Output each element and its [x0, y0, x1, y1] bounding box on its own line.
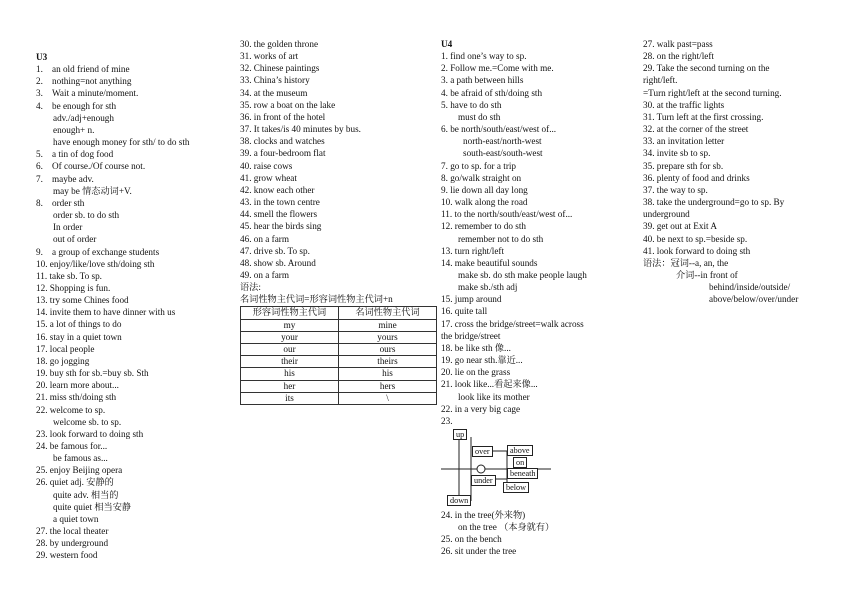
table-cell: their	[241, 356, 339, 368]
list-item: 24. be famous for...	[36, 441, 108, 451]
table-cell: her	[241, 380, 339, 392]
item-text: order sth	[52, 197, 85, 208]
unit3-column	[36, 51, 231, 562]
list-item: 39. get out at Exit A	[643, 221, 718, 232]
item-text: Wait a minute/moment.	[52, 88, 139, 99]
list-item: 40. raise cows	[240, 160, 293, 171]
list-item: 30. the golden throne	[240, 39, 319, 49]
list-item: 27. the local theater	[36, 526, 109, 537]
list-item: 3. a path between hills	[441, 75, 524, 86]
list-item: 23. look forward to doing sth	[36, 428, 144, 439]
list-item: be famous as...	[53, 453, 108, 464]
diagram-label-up: up	[453, 429, 467, 440]
table-cell: ours	[339, 344, 437, 356]
item-text: an old friend of mine	[52, 64, 130, 75]
possessive-pronoun-table	[240, 306, 437, 405]
item-text: nothing=not anything	[52, 76, 132, 87]
list-item: 37. It takes/is 40 minutes by bus.	[240, 124, 361, 135]
list-item: 48. show sb. Around	[240, 257, 316, 268]
list-item: 42. know each other	[240, 184, 315, 195]
table-cell: your	[241, 331, 339, 343]
list-item: remember not to do sth	[458, 233, 544, 244]
list-item: 14. make beautiful sounds	[441, 257, 538, 268]
item-number: 2.	[36, 76, 43, 87]
list-item: 33. an invitation letter	[643, 136, 725, 147]
list-item: make sb. do sth make people laugh	[458, 269, 587, 280]
list-item: 49. on a farm	[240, 269, 289, 280]
unit4-heading: U4	[441, 39, 453, 49]
item-number: 9.	[36, 246, 43, 257]
list-item: above/below/over/under	[709, 294, 799, 305]
list-item: 37. the way to sp.	[643, 184, 708, 195]
list-item: 36. in front of the hotel	[240, 111, 326, 122]
list-item: 41. grow wheat	[240, 172, 297, 183]
list-item: south-east/south-west	[463, 148, 543, 159]
list-item	[36, 100, 231, 112]
list-item: 31. works of art	[240, 51, 299, 62]
list-item: 语法：冠词--a, an, the	[643, 257, 729, 268]
list-item	[36, 63, 231, 75]
list-item: 20. lie on the grass	[441, 367, 511, 378]
list-item: 21. miss sth/doing sth	[36, 392, 117, 403]
list-item: 17. local people	[36, 343, 95, 354]
list-item: 28. by underground	[36, 538, 109, 549]
list-item: 22. welcome to sp.	[36, 404, 106, 415]
list-item: underground	[643, 209, 690, 220]
list-item: 38. clocks and watches	[240, 136, 325, 147]
list-item: 45. hear the birds sing	[240, 221, 322, 232]
list-item: 26. quiet adj. 安静的	[36, 477, 114, 488]
list-item: 30. at the traffic lights	[643, 99, 725, 110]
table-header-row	[241, 307, 437, 319]
list-item: 35. row a boat on the lake	[240, 99, 336, 110]
item-number: 1.	[36, 64, 43, 75]
table-cell: our	[241, 344, 339, 356]
list-item	[36, 87, 231, 99]
table-cell: hers	[339, 380, 437, 392]
list-item: 19. buy sth for sb.=buy sb. Sth	[36, 368, 149, 379]
table-cell: \	[339, 392, 437, 404]
list-item	[36, 173, 231, 185]
list-item: 39. a four-bedroom flat	[240, 148, 326, 159]
list-item: the bridge/street	[441, 330, 501, 341]
item-text: Of course./Of course not.	[52, 161, 146, 172]
list-item: 13. try some Chines food	[36, 295, 129, 306]
unit3-heading: U3	[36, 52, 48, 62]
table-cell: mine	[339, 319, 437, 331]
list-item: 13. turn right/left	[441, 245, 505, 256]
list-item: 25. on the bench	[441, 534, 502, 545]
list-item: 32. Chinese paintings	[240, 63, 320, 74]
list-item	[36, 160, 231, 172]
list-item: 12. remember to do sth	[441, 221, 526, 232]
list-item: 1. find one’s way to sp.	[441, 51, 527, 62]
list-item: 10. walk along the road	[441, 197, 528, 208]
list-item: 46. on a farm	[240, 233, 289, 244]
list-item: 24. in the tree(外来物)	[441, 510, 526, 520]
diagram-label-below: below	[503, 482, 529, 493]
list-item: 20. learn more about...	[36, 380, 119, 391]
table-cell: his	[241, 368, 339, 380]
item-number: 5.	[36, 149, 43, 160]
list-item: 11. take sb. To sp.	[36, 270, 102, 281]
list-item: 15. jump around	[441, 294, 502, 305]
list-item: =Turn right/left at the second turning.	[643, 87, 782, 98]
list-item: 15. a lot of things to do	[36, 319, 122, 330]
list-item	[36, 246, 231, 258]
list-item: 34. invite sb to sp.	[643, 148, 711, 159]
table-row	[241, 331, 437, 343]
list-item	[36, 75, 231, 87]
list-item: 8. go/walk straight on	[441, 172, 522, 183]
table-row	[241, 344, 437, 356]
item-text: a group of exchange students	[52, 246, 160, 257]
table-cell: yours	[339, 331, 437, 343]
list-item: order sb. to do sth	[53, 210, 120, 221]
list-item: 6. be north/south/east/west of...	[441, 124, 557, 135]
diagram-label-over: over	[472, 446, 493, 457]
table-header: 名词性物主代词	[339, 307, 437, 319]
list-item: 19. go near sth.靠近...	[441, 355, 523, 366]
list-item: 29. western food	[36, 550, 98, 561]
list-item: 38. take the underground=go to sp. By	[643, 197, 785, 208]
list-item: adv./adj+enough	[53, 112, 114, 123]
list-item: 44. smell the flowers	[240, 209, 318, 220]
diagram-label-under: under	[471, 475, 496, 486]
list-item: enough+ n.	[53, 124, 95, 135]
list-item: 21. look like...看起来像...	[441, 379, 538, 390]
list-item: 4. be afraid of sth/doing sth	[441, 87, 543, 98]
item-text: be enough for sth	[52, 100, 117, 111]
table-row	[241, 380, 437, 392]
list-item	[36, 148, 231, 160]
list-item: 23.	[441, 415, 453, 426]
list-item: 9. lie down all day long	[441, 184, 528, 195]
item-number: 7.	[36, 173, 43, 184]
list-item: 40. be next to sp.=beside sp.	[643, 233, 748, 244]
list-item: may be 情态动词+V.	[53, 185, 132, 196]
list-item: 29. Take the second turning on the	[643, 63, 770, 74]
diagram-label-on: on	[513, 457, 527, 468]
list-item: 41. look forward to doing sth	[643, 245, 751, 256]
list-item: 26. sit under the tree	[441, 546, 517, 557]
list-item: 5. have to do sth	[441, 99, 502, 110]
list-item: look like its mother	[458, 391, 530, 402]
list-item: must do sth	[458, 111, 501, 122]
list-item: 25. enjoy Beijing opera	[36, 465, 123, 476]
table-header: 形容词性物主代词	[241, 307, 339, 319]
table-row	[241, 356, 437, 368]
list-item: 17. cross the bridge/street=walk across	[441, 318, 584, 329]
list-item: 33. China’s history	[240, 75, 310, 86]
list-item: 32. at the corner of the street	[643, 124, 749, 135]
unit4-column-continued	[643, 38, 823, 305]
item-text: maybe adv.	[52, 173, 94, 184]
list-item: 43. in the town centre	[240, 197, 320, 208]
preposition-diagram	[441, 429, 551, 507]
list-item: 2. Follow me.=Come with me.	[441, 63, 554, 74]
unit4-column	[441, 38, 639, 558]
list-item: behind/inside/outside/	[709, 282, 791, 293]
diagram-label-beneath: beneath	[507, 468, 538, 479]
grammar-label: 语法:	[240, 282, 261, 293]
list-item: on the tree （本身就有）	[458, 522, 555, 533]
table-row	[241, 392, 437, 404]
unit3-column-continued	[240, 38, 440, 405]
list-item: out of order	[53, 234, 97, 245]
list-item: 31. Turn left at the first crossing.	[643, 111, 764, 122]
list-item: 28. on the right/left	[643, 51, 714, 62]
table-cell: its	[241, 392, 339, 404]
list-item: 35. prepare sth for sb.	[643, 160, 724, 171]
table-cell: my	[241, 319, 339, 331]
list-item: In order	[53, 222, 83, 233]
list-item: 34. at the museum	[240, 87, 308, 98]
list-item: 22. in a very big cage	[441, 403, 521, 414]
list-item: a quiet town	[53, 513, 99, 524]
list-item: quite quiet 相当安静	[53, 501, 132, 512]
list-item: 12. Shopping is fun.	[36, 282, 111, 293]
list-item: 18. be like sth 像...	[441, 342, 511, 353]
list-item: 10. enjoy/like/love sth/doing sth	[36, 258, 155, 269]
table-row	[241, 319, 437, 331]
grammar-rule: 名词性物主代词=形容词性物主代词+n	[240, 294, 393, 305]
list-item: 11. to the north/south/east/west of...	[441, 209, 573, 220]
list-item: 介词--in front of	[676, 269, 738, 280]
list-item: welcome sb. to sp.	[53, 416, 122, 427]
list-item: 14. invite them to have dinner with us	[36, 307, 176, 318]
table-row	[241, 368, 437, 380]
item-text: a tin of dog food	[52, 149, 114, 160]
list-item: 7. go to sp. for a trip	[441, 160, 517, 171]
item-number: 8.	[36, 197, 43, 208]
list-item: quite adv. 相当的	[53, 489, 119, 500]
item-number: 3.	[36, 88, 43, 99]
table-cell: his	[339, 368, 437, 380]
list-item: 18. go jogging	[36, 355, 90, 366]
list-item: 47. drive sb. To sp.	[240, 245, 310, 256]
list-item: have enough money for sth/ to do sth	[53, 137, 190, 148]
list-item: 36. plenty of food and drinks	[643, 172, 750, 183]
list-item: right/left.	[643, 75, 678, 86]
diagram-label-above: above	[507, 445, 533, 456]
item-number: 4.	[36, 100, 43, 111]
list-item	[36, 197, 231, 209]
list-item: north-east/north-west	[463, 136, 542, 147]
list-item: 16. quite tall	[441, 306, 488, 317]
list-item: make sb./sth adj	[458, 282, 518, 293]
list-item: 27. walk past=pass	[643, 39, 713, 49]
list-item: 16. stay in a quiet town	[36, 331, 122, 342]
diagram-label-down: down	[447, 495, 471, 506]
item-number: 6.	[36, 161, 43, 172]
table-cell: theirs	[339, 356, 437, 368]
